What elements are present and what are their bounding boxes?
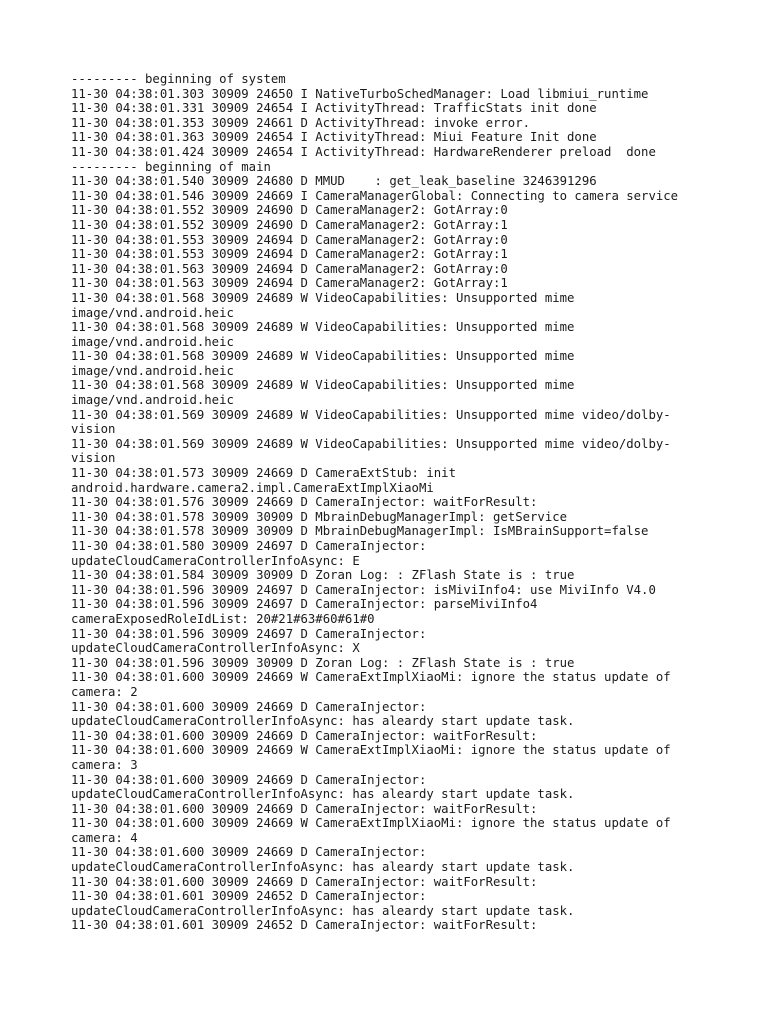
log-line: 11-30 04:38:01.584 30909 30909 D Zoran Log: : ZFlash State is : true	[71, 568, 575, 583]
log-line: updateCloudCameraControllerInfoAsync: X	[71, 641, 360, 656]
log-line: 11-30 04:38:01.600 30909 24669 D CameraInjector:	[71, 845, 427, 860]
log-line: image/vnd.android.heic	[71, 334, 234, 349]
log-line: camera: 4	[71, 830, 138, 845]
log-line: 11-30 04:38:01.578 30909 30909 D MbrainDebugManagerImpl: getService	[71, 509, 568, 524]
log-line: 11-30 04:38:01.601 30909 24652 D CameraInjector:	[71, 889, 427, 904]
log-line: 11-30 04:38:01.596 30909 24697 D CameraInjector: isMiviInfo4: use MiviInfo V4.0	[71, 582, 656, 597]
log-line: 11-30 04:38:01.569 30909 24689 W VideoCapabilities: Unsupported mime video/dolby-	[71, 407, 671, 422]
log-line: 11-30 04:38:01.552 30909 24690 D CameraManager2: GotArray:1	[71, 217, 508, 232]
log-line: 11-30 04:38:01.563 30909 24694 D CameraManager2: GotArray:1	[71, 276, 508, 291]
log-line: updateCloudCameraControllerInfoAsync: has aleardy start update task.	[71, 714, 575, 729]
log-line: updateCloudCameraControllerInfoAsync: E	[71, 553, 360, 568]
log-line: image/vnd.android.heic	[71, 363, 234, 378]
log-line: 11-30 04:38:01.568 30909 24689 W VideoCapabilities: Unsupported mime	[71, 349, 575, 364]
log-line: vision	[71, 451, 116, 466]
log-line: 11-30 04:38:01.600 30909 24669 D CameraInjector: waitForResult:	[71, 874, 538, 889]
log-line: 11-30 04:38:01.601 30909 24652 D CameraInjector: waitForResult:	[71, 918, 538, 933]
log-line: 11-30 04:38:01.568 30909 24689 W VideoCapabilities: Unsupported mime	[71, 378, 575, 393]
log-line: 11-30 04:38:01.569 30909 24689 W VideoCapabilities: Unsupported mime video/dolby-	[71, 436, 671, 451]
log-line: --------- beginning of system	[71, 72, 286, 86]
log-line: 11-30 04:38:01.600 30909 24669 W CameraExtImplXiaoMi: ignore the status update of	[71, 670, 671, 685]
log-line: 11-30 04:38:01.563 30909 24694 D CameraManager2: GotArray:0	[71, 261, 508, 276]
log-line: image/vnd.android.heic	[71, 393, 234, 408]
log-line: 11-30 04:38:01.331 30909 24654 I ActivityThread: TrafficStats init done	[71, 101, 597, 116]
log-line: 11-30 04:38:01.568 30909 24689 W VideoCapabilities: Unsupported mime	[71, 320, 575, 335]
log-line: 11-30 04:38:01.363 30909 24654 I ActivityThread: Miui Feature Init done	[71, 130, 597, 145]
log-line: camera: 2	[71, 684, 138, 699]
log-line: 11-30 04:38:01.540 30909 24680 D MMUD : get_leak_baseline 3246391296	[71, 174, 597, 189]
log-line: --------- beginning of main	[71, 159, 271, 174]
log-line: vision	[71, 422, 116, 437]
log-line: 11-30 04:38:01.424 30909 24654 I ActivityThread: HardwareRenderer preload done	[71, 144, 656, 159]
log-line: cameraExposedRoleIdList: 20#21#63#60#61#0	[71, 611, 375, 626]
log-line: 11-30 04:38:01.600 30909 24669 D CameraInjector: waitForResult:	[71, 728, 538, 743]
log-line: 11-30 04:38:01.596 30909 30909 D Zoran Log: : ZFlash State is : true	[71, 655, 575, 670]
log-line: 11-30 04:38:01.600 30909 24669 W CameraExtImplXiaoMi: ignore the status update of	[71, 743, 671, 758]
log-document	[71, 72, 761, 933]
log-line: android.hardware.camera2.impl.CameraExtImplXiaoMi	[71, 480, 434, 495]
log-line: 11-30 04:38:01.573 30909 24669 D CameraExtStub: init	[71, 466, 456, 481]
log-line: 11-30 04:38:01.600 30909 24669 D CameraInjector:	[71, 699, 427, 714]
log-line: 11-30 04:38:01.600 30909 24669 D CameraInjector:	[71, 772, 427, 787]
log-line: 11-30 04:38:01.578 30909 30909 D MbrainDebugManagerImpl: IsMBrainSupport=false	[71, 524, 649, 539]
log-line: camera: 3	[71, 757, 138, 772]
log-line: 11-30 04:38:01.353 30909 24661 D ActivityThread: invoke error.	[71, 115, 531, 130]
log-line: 11-30 04:38:01.546 30909 24669 I CameraManagerGlobal: Connecting to camera service	[71, 188, 679, 203]
log-line: 11-30 04:38:01.303 30909 24650 I NativeTurboSchedManager: Load libmiui_runtime	[71, 86, 649, 101]
log-line: 11-30 04:38:01.596 30909 24697 D CameraInjector: parseMiviInfo4	[71, 597, 538, 612]
log-line: 11-30 04:38:01.568 30909 24689 W VideoCapabilities: Unsupported mime	[71, 290, 575, 305]
log-line: 11-30 04:38:01.576 30909 24669 D CameraInjector: waitForResult:	[71, 495, 538, 510]
log-line: updateCloudCameraControllerInfoAsync: has aleardy start update task.	[71, 860, 575, 875]
log-line: 11-30 04:38:01.552 30909 24690 D CameraManager2: GotArray:0	[71, 203, 508, 218]
log-line: 11-30 04:38:01.553 30909 24694 D CameraManager2: GotArray:0	[71, 232, 508, 247]
log-line: 11-30 04:38:01.553 30909 24694 D CameraManager2: GotArray:1	[71, 247, 508, 262]
log-line: 11-30 04:38:01.600 30909 24669 W CameraExtImplXiaoMi: ignore the status update of	[71, 816, 671, 831]
log-line: updateCloudCameraControllerInfoAsync: has aleardy start update task.	[71, 903, 575, 918]
log-line: updateCloudCameraControllerInfoAsync: has aleardy start update task.	[71, 787, 575, 802]
log-line: 11-30 04:38:01.596 30909 24697 D CameraInjector:	[71, 626, 427, 641]
log-line: 11-30 04:38:01.580 30909 24697 D CameraInjector:	[71, 539, 427, 553]
log-line: image/vnd.android.heic	[71, 305, 234, 320]
log-line: 11-30 04:38:01.600 30909 24669 D CameraInjector: waitForResult:	[71, 801, 538, 816]
